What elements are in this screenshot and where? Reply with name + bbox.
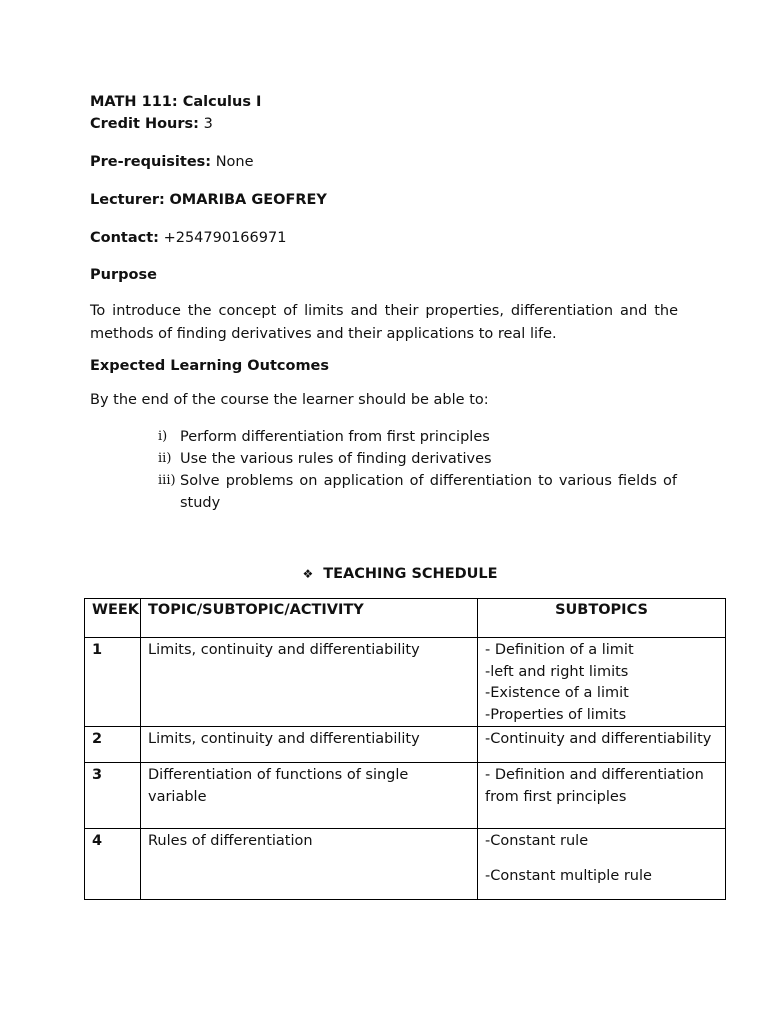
subtopics-cell	[478, 763, 726, 829]
schedule-table	[84, 598, 726, 900]
topic-cell: Differentiation of functions of single variable	[141, 763, 478, 829]
week-cell: 1	[85, 638, 141, 727]
schedule-title	[0, 566, 768, 582]
week-cell: 3	[85, 763, 141, 829]
topic-cell: Limits, continuity and differentiability	[141, 727, 478, 763]
diamond-bullet-icon: ❖	[302, 567, 314, 581]
purpose-heading: Purpose	[90, 267, 157, 283]
subtopic-item: -Constant rule	[485, 833, 589, 849]
subtopics-cell	[478, 829, 726, 900]
lecturer-label: Lecturer:	[90, 192, 165, 208]
subtopic-item: -Properties of limits	[485, 706, 627, 723]
prerequisites-label: Pre-requisites:	[90, 154, 212, 170]
lecturer	[90, 192, 327, 208]
subtopic-item: - Definition of a limit	[485, 642, 634, 658]
subtopic-item: - Definition and differentiation	[485, 767, 704, 783]
outcomes-intro: By the end of the course the learner should be able to:	[90, 392, 489, 408]
subtopic-item: -Continuity and differentiability	[485, 731, 712, 747]
table-row	[85, 829, 726, 900]
credit-hours-label: Credit Hours:	[90, 116, 199, 132]
subtopic-item: from first principles	[485, 788, 627, 805]
list-item: Use the various rules of finding derivatives	[180, 451, 492, 467]
subtopics-cell	[478, 727, 726, 763]
topic-cell: Rules of differentiation	[141, 829, 478, 900]
table-row	[85, 727, 726, 763]
list-item-marker: ii)	[158, 451, 172, 466]
list-item: Perform differentiation from first principles	[180, 429, 490, 445]
list-item: Solve problems on application of differentiation to various fields of study	[180, 473, 677, 511]
credit-hours-value: 3	[203, 116, 213, 132]
list-item-marker: i)	[158, 429, 168, 444]
subtopic-item: -left and right limits	[485, 663, 629, 680]
contact	[90, 230, 286, 246]
course-title: MATH 111: Calculus I	[90, 94, 262, 110]
contact-value: +254790166971	[163, 230, 287, 246]
credit-hours	[90, 116, 213, 132]
table-row	[85, 638, 726, 727]
contact-label: Contact:	[90, 230, 159, 246]
subtopics-cell	[478, 638, 726, 727]
column-header-topic: TOPIC/SUBTOPIC/ACTIVITY	[141, 599, 478, 638]
purpose-text: To introduce the concept of limits and their properties, differentiation and the methods of finding derivatives and their applications to real life.	[90, 303, 678, 342]
subtopic-item: -Constant multiple rule	[485, 867, 652, 884]
prerequisites	[90, 154, 254, 170]
column-header-week: WEEK	[85, 599, 141, 638]
lecturer-name: OMARIBA GEOFREY	[169, 192, 327, 208]
table-row	[85, 763, 726, 829]
schedule-title-text: TEACHING SCHEDULE	[323, 566, 498, 582]
column-header-subtopics: SUBTOPICS	[478, 599, 726, 638]
outcomes-heading: Expected Learning Outcomes	[90, 358, 330, 374]
list-item-marker: iii)	[158, 473, 176, 488]
table-header-row	[85, 599, 726, 638]
week-cell: 4	[85, 829, 141, 900]
topic-cell: Limits, continuity and differentiability	[141, 638, 478, 727]
subtopic-item: -Existence of a limit	[485, 685, 629, 701]
prerequisites-value: None	[215, 154, 254, 170]
week-cell: 2	[85, 727, 141, 763]
